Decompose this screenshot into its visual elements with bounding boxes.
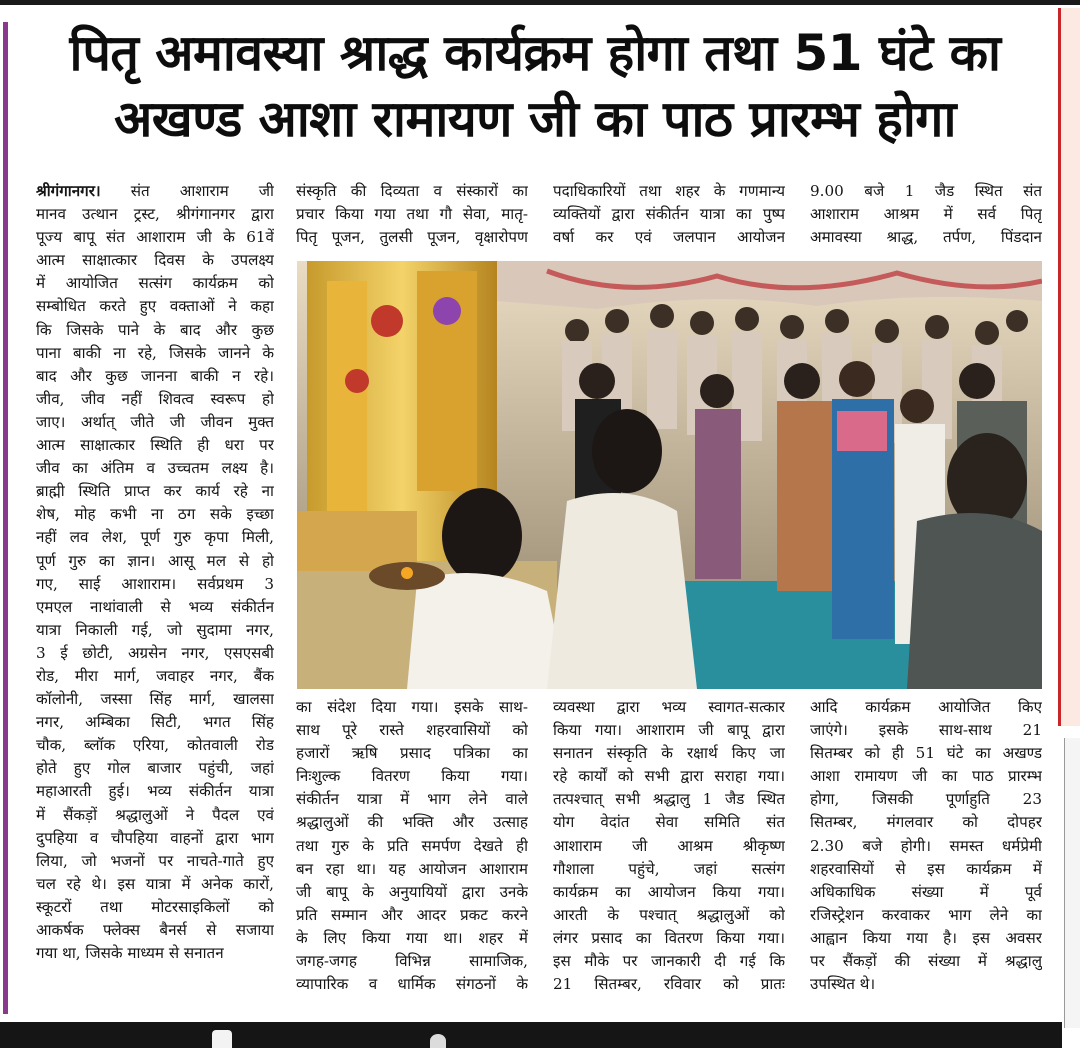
article-line [36, 503, 274, 526]
article-column-1 [36, 180, 274, 965]
article-line-text: 3 ई छोटी, अग्रसेन नगर, एसएसबी [36, 643, 274, 662]
article-line [36, 734, 274, 757]
article-line [553, 904, 785, 927]
article-line [36, 688, 274, 711]
article-line-text: कार्यक्रम का आयोजन किया गया। [553, 882, 785, 901]
article-line-text: ब्राह्मी स्थिति प्राप्त कर कार्य रहे ना [36, 482, 274, 501]
article-line [810, 696, 1042, 719]
article-line [36, 434, 274, 457]
article-line [810, 788, 1042, 811]
article-line [553, 973, 785, 996]
article-line [36, 249, 274, 272]
article-line-text: इस मौके पर जानकारी दी गई कि [553, 952, 785, 971]
article-line [810, 742, 1042, 765]
article-line [553, 203, 785, 226]
article-line [296, 973, 528, 996]
article-line [296, 180, 528, 203]
dateline: श्रीगंगानगर। [36, 182, 101, 200]
article-line-text: में आयोजित सत्संग कार्यक्रम को [36, 274, 274, 293]
article-line-text: बाद और कुछ जानना बाकी न रहे। [36, 366, 274, 385]
article-line [36, 388, 274, 411]
article-line-text: कि जिसके पाने के बाद और कुछ [36, 320, 274, 339]
page-top-rule [0, 0, 1080, 5]
article-line-text: चल रहे थे। इस यात्रा में अनेक कारों, [36, 874, 274, 893]
article-line-text: व्यक्तियों द्वारा संकीर्तन यात्रा का पुष्प [553, 205, 785, 224]
article-line [36, 919, 274, 942]
article-line-text: पदाधिकारियों तथा शहर के गणमान्य [553, 182, 785, 200]
article-line-text: पर सैंकड़ों की संख्या में श्रद्धालु [810, 952, 1042, 971]
headline [30, 20, 1040, 152]
article-line [296, 203, 528, 226]
article-line [36, 780, 274, 803]
article-line-text: 21 सितम्बर, रविवार को प्रातः [553, 975, 785, 994]
article-line [36, 573, 274, 596]
headline-line-1: पितृ अमावस्या श्राद्ध कार्यक्रम होगा तथा 51 घंटे का [69, 24, 1001, 82]
article-line [36, 873, 274, 896]
article-line-text: निःशुल्क वितरण किया गया। [296, 767, 528, 786]
article-line-text: संस्कृति की दिव्यता व संस्कारों का [296, 182, 528, 200]
article-line-text: नगर, अम्बिका सिटी, भगत सिंह [36, 713, 274, 732]
article-line [810, 927, 1042, 950]
article-line-text: तत्पश्चात् सभी श्रद्धालु 1 जैड स्थित [553, 790, 785, 809]
article-line [553, 927, 785, 950]
article-line-text: संत आशाराम जी [100, 182, 274, 200]
article-line [553, 180, 785, 203]
article-line [296, 881, 528, 904]
article-line-text: योग वेदांत सेवा समिति संत [553, 813, 785, 832]
article-line [810, 719, 1042, 742]
article-line [36, 619, 274, 642]
article-line [810, 180, 1042, 203]
article-line-text: सितम्बर को ही 51 घंटे का अखण्ड [810, 744, 1042, 763]
article-line-text: आदि कार्यक्रम आयोजित किए [810, 698, 1042, 716]
article-line-text: अधिकाधिक संख्या में पूर्व [810, 882, 1042, 901]
article-line [36, 757, 274, 780]
left-margin-rule [3, 22, 8, 1014]
article-column-2-bottom [296, 696, 528, 996]
article-line-text: वर्षा कर एवं जलपान आयोजन [553, 228, 785, 247]
article-line [36, 272, 274, 295]
article-line-text: आह्वान किया गया है। इस अवसर [810, 928, 1042, 947]
article-line-text: आरती के पश्चात् श्रद्धालुओं को [553, 905, 785, 924]
headline-line-2: अखण्ड आशा रामायण जी का पाठ प्रारम्भ होगा [114, 90, 956, 148]
article-line-text: संकीर्तन यात्रा में भाग लेने वाले [296, 790, 528, 809]
article-line [296, 696, 528, 719]
article-line [36, 550, 274, 573]
article-line-text: तथा गुरु के प्रति समर्पण देखते ही [296, 836, 528, 855]
article-line-text: होते हुए गोल बाजार पहुंची, जहां [36, 759, 274, 778]
article-line-text: में सैंकड़ों श्रद्धालुओं ने पैदल एवं [36, 805, 274, 824]
article-line-text: लंगर प्रसाद का वितरण किया गया। [553, 928, 785, 947]
article-line-text: मानव उत्थान ट्रस्ट, श्रीगंगानगर द्वारा [36, 205, 274, 224]
event-photo [297, 261, 1042, 689]
article-line [296, 811, 528, 834]
article-line-text: पितृ पूजन, तुलसी पूजन, वृक्षारोपण [296, 228, 528, 247]
article-line-text: जीव का अंतिम व उच्चतम लक्ष्य है। [36, 459, 274, 478]
article-line [553, 788, 785, 811]
article-line [296, 904, 528, 927]
next-headline-strip [0, 1022, 1062, 1048]
article-line [810, 226, 1042, 249]
article-line [296, 858, 528, 881]
article-line-text: सम्बोधित करते हुए वक्ताओं ने कहा [36, 297, 274, 316]
article-line-text: हजारों ऋषि प्रसाद पत्रिका का [296, 744, 528, 763]
article-line [553, 719, 785, 742]
article-line-text: रोड, मीरा मार्ग, जवाहर नगर, बैंक [36, 666, 274, 685]
article-line [36, 942, 274, 965]
article-line [553, 765, 785, 788]
article-line [36, 457, 274, 480]
article-line [296, 950, 528, 973]
adjacent-column-edge [1058, 8, 1080, 726]
article-line [296, 788, 528, 811]
article-line-text: स्कूटरों तथा मोटरसाइकिलों को [36, 897, 274, 916]
article-line [296, 742, 528, 765]
article-line [553, 696, 785, 719]
article-line [36, 203, 274, 226]
article-line-text: यात्रा निकाली गई, जो सुदामा नगर, [36, 620, 274, 639]
article-line-text: आत्म साक्षात्कार दिवस के उपलक्ष्य [36, 251, 274, 270]
article-line [36, 295, 274, 318]
article-line [810, 858, 1042, 881]
article-column-2-top [296, 180, 528, 249]
article-line [36, 665, 274, 688]
article-line-text: गया था, जिसके माध्यम से सनातन [36, 944, 224, 963]
article-line [36, 804, 274, 827]
article-line [36, 526, 274, 549]
article-line-text: कॉलोनी, जस्सा सिंह मार्ग, खालसा [36, 690, 274, 709]
article-line [36, 180, 274, 203]
article-line [553, 835, 785, 858]
article-line-text: जाए। अर्थात् जीते जी जीवन मुक्त [36, 412, 274, 431]
article-line [296, 765, 528, 788]
article-line [553, 226, 785, 249]
article-line-text: जाएंगे। इसके साथ-साथ 21 [810, 721, 1042, 740]
article-line [36, 596, 274, 619]
article-line-text: श्रद्धालुओं की भक्ति और उत्साह [296, 813, 528, 832]
cropped-glyph [212, 1030, 232, 1048]
article-line [36, 411, 274, 434]
article-line [36, 642, 274, 665]
article-line-text: गौशाला पहुंचे, जहां सत्संग [553, 859, 785, 878]
article-line [810, 904, 1042, 927]
article-line [810, 765, 1042, 788]
article-line-text: सनातन संस्कृति के रक्षार्थ किए जा [553, 744, 785, 763]
article-line [36, 319, 274, 342]
article-line-text: के लिए किया गया था। शहर में [296, 928, 528, 947]
article-line-text: बन रहा था। यह आयोजन आशाराम [296, 859, 528, 878]
article-line-text: 2.30 बजे होगी। समस्त धर्मप्रेमी [810, 836, 1042, 855]
article-line-text: प्रति सम्मान और आदर प्रकट करने [296, 905, 528, 924]
article-line-text: आत्म साक्षात्कार स्थिति ही धरा पर [36, 436, 274, 455]
article-line [36, 827, 274, 850]
cropped-glyph [430, 1034, 446, 1048]
article-line-text: गए, साई आशाराम। सर्वप्रथम 3 [36, 574, 274, 593]
article-line-text: जी बापू के अनुयायियों द्वारा उनके [296, 882, 528, 901]
article-line-text: किया गया। आशाराम जी बापू द्वारा [553, 721, 785, 740]
article-line [36, 342, 274, 365]
article-column-3-bottom [553, 696, 785, 996]
article-column-3-top [553, 180, 785, 249]
article-line-text: साथ पूरे रास्ते शहरवासियों को [296, 721, 528, 740]
article-line [810, 973, 1042, 996]
article-line-text: शहरवासियों से इस कार्यक्रम में [810, 859, 1042, 878]
article-line-text: रजिस्ट्रेशन करवाकर भाग लेने का [810, 905, 1042, 924]
article-line-text: पाना बाकी ना रहे, जिसके जानने के [36, 343, 274, 362]
article-line [553, 881, 785, 904]
article-line-text: 9.00 बजे 1 जैड स्थित संत [810, 182, 1042, 200]
article-line-text: पूज्य बापू संत आशाराम जी के 61वें [36, 228, 274, 247]
article-line-text: महाआरती हुई। भव्य संकीर्तन यात्रा [36, 782, 274, 801]
article-line [296, 719, 528, 742]
article-line-text: व्यवस्था द्वारा भव्य स्वागत-सत्कार [553, 698, 785, 716]
article-line-text: आशाराम आश्रम में सर्व पितृ [810, 205, 1042, 224]
article-line-text: का संदेश दिया गया। इसके साथ- [296, 698, 528, 716]
article-line [553, 858, 785, 881]
article-line-text: दुपहिया व चौपहिया वाहनों द्वारा भाग [36, 828, 274, 847]
article-line-text: लिया, जो भजनों पर नाचते-गाते हुए [36, 851, 274, 870]
event-photo-image [297, 261, 1042, 689]
article-line [36, 711, 274, 734]
article-line [36, 365, 274, 388]
article-line [36, 226, 274, 249]
article-line [553, 811, 785, 834]
article-line-text: नहीं लव लेश, पूर्ण गुरु कृपा मिली, [36, 528, 274, 547]
article-line [296, 927, 528, 950]
article-line [553, 950, 785, 973]
article-line [810, 811, 1042, 834]
article-line-text: आकर्षक फ्लेक्स बैनर्स से सजाया [36, 921, 274, 939]
article-line [36, 480, 274, 503]
article-line-text: एमएल नाथांवाली से भव्य संकीर्तन [36, 597, 274, 616]
article-line-text: व्यापारिक व धार्मिक संगठनों के [296, 975, 528, 994]
article-line-text: होगा, जिसकी पूर्णाहुति 23 [810, 790, 1042, 809]
article-column-4-bottom [810, 696, 1042, 996]
article-line [810, 835, 1042, 858]
article-line-text: उपस्थित थे। [810, 975, 876, 994]
article-line-text: प्रचार किया गया तथा गौ सेवा, मातृ- [296, 205, 528, 224]
article-column-4-top [810, 180, 1042, 249]
article-line-text: पूर्ण गुरु का ज्ञान। आसू मल से हो [36, 551, 274, 570]
article-line-text: शेष, मोह कभी ना ठग सके इच्छा [36, 505, 274, 524]
article-line [36, 896, 274, 919]
article-line-text: आशाराम जी आश्रम श्रीकृष्ण [553, 836, 785, 855]
article-line-text: सितम्बर, मंगलवार को दोपहर [810, 813, 1042, 832]
article-line-text: चौक, ब्लॉक एरिया, कोतवाली रोड [36, 736, 274, 755]
article-line [553, 742, 785, 765]
article-line [296, 835, 528, 858]
article-line-text: जगह-जगह विभिन्न सामाजिक, [296, 952, 528, 971]
adjacent-column-edge-lower [1064, 738, 1080, 1028]
article-line [36, 850, 274, 873]
article-line-text: अमावस्या श्राद्ध, तर्पण, पिंडदान [810, 228, 1042, 247]
article-line-text: आशा रामायण जी का पाठ प्रारम्भ [810, 767, 1042, 786]
article-line [810, 950, 1042, 973]
article-line-text: रहे कार्यों को सभी द्वारा सराहा गया। [553, 767, 785, 786]
article-line [810, 881, 1042, 904]
article-line [810, 203, 1042, 226]
article-line-text: जीव, जीव नहीं शिवत्व स्वरूप हो [36, 389, 274, 408]
article-line [296, 226, 528, 249]
